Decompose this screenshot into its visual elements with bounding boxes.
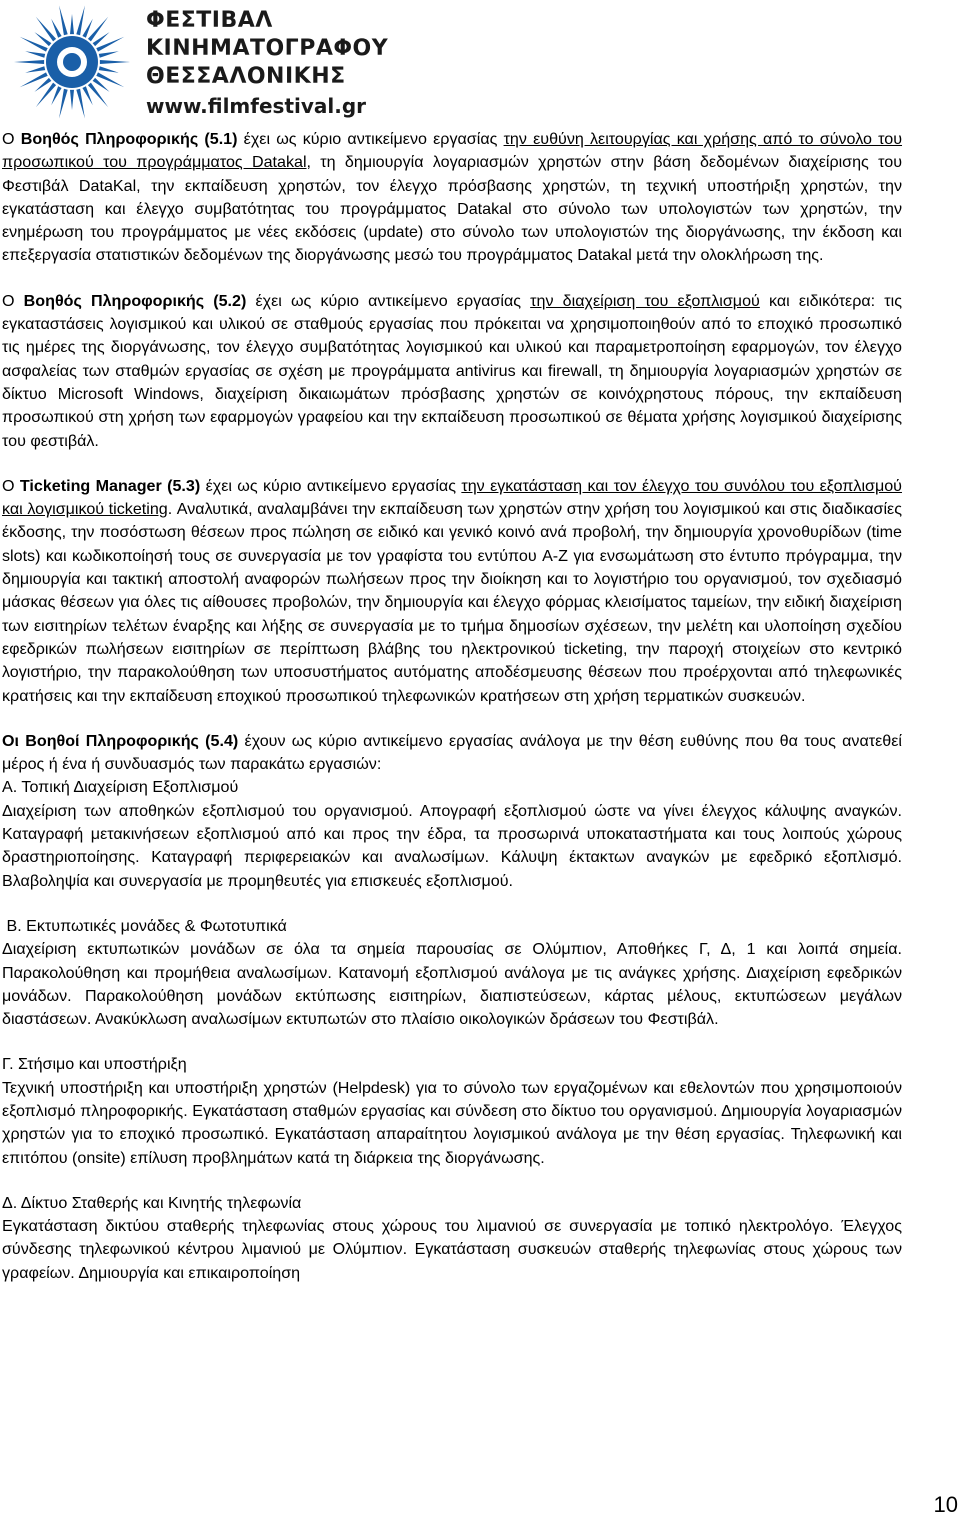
festival-url: www.filmfestival.gr — [146, 94, 367, 118]
section-text: και ειδικότερα: τις εγκαταστάσεις λογισμικού και υλικού σε σταθμούς εργασίας που πρόκειται να χρησιμοποιηθούν από το εποχικό προσωπικό τις ημέρες της διοργάνωσης, τον έλεγχο συμβατότητας λογισμικού και υλικού και παραμετροποίηση εφαρμογών, τον έλεγχο ασφαλείας των σταθμών εργασίας σε σχέση με προγράμματα antivirus και firewall, τη δημιουργία λογαριασμών χρηστών σε δίκτυο Microsoft Windows, διαχείριση δικαιωμάτων πρόσβασης χρηστών σε κοινόχρηστους πόρους, την εκπαίδευση προσωπικού στη χρήση των εφαρμογών γραφείου και την εκπαίδευση προσωπικού σε θέματα χρήσης λογισμικού διαχείρισης του φεστιβάλ. — [2, 291, 902, 450]
subsection-c-title: Γ. Στήσιμο και υποστήριξη — [2, 1055, 187, 1074]
section-text: έχουν ως κύριο αντικείμενο εργασίας ανάλογα με την θέση ευθύνης που θα τους ανατεθεί μέρος ή ένα ή συνδυασμός των παρακάτω εργασιών: — [2, 731, 902, 774]
section-title: Βοηθός Πληροφορικής (5.1) — [20, 130, 238, 148]
section-text: έχει ως κύριο αντικείμενο εργασίας — [237, 130, 504, 148]
subsection-d-text: Εγκατάσταση δικτύου σταθερής τηλεφωνίας στους χώρους του λιμανιού σε συνεργασία με τοπικό ηλεκτρολόγο. Έλεγχος σύνδεσης τηλεφωνικού κέντρου λιμανιού με Ολύμπιον. Εγκατάσταση συσκευών σταθερής τηλεφωνίας στους χώρους των γραφείων. Δημιουργία και επικαιροποίηση — [2, 1217, 902, 1282]
section-text: . Αναλυτικά, αναλαμβάνει την εκπαίδευση των χρηστών στην χρήση του λογισμικού και στις διαδικασίες έκδοσης, την ποσόστωση θέσεων προς πώληση σε ειδικό και γενικό κοινό ανά προβολή, την δημιουργία χρονοθυρίδων (time slots) και κωδικοποίησή τους σε συνεργασία με τον γραφίστα του εντύπου A-Z για ενσωμάτωση στο έντυπο πρόγραμμα, την δημιουργία και τακτική αποστολή αναφορών πωλήσεων προς την διοίκηση και το λογιστήριο του οργανισμού, τον σχεδιασμό μάσκας θέσεων για όλες τις αίθουσες προβολών, την δημιουργία και έλεγχο φόρμας κλεισίματος ταμείων, την ειδική διαχείριση των εισιτηρίων τελέτων έναρξης και λήξης σε συνεργασία με το τμήμα δημοσίων σχέσεων, την μελέτη και υλοποίηση σχεδίου εφεδρικών πωλήσεων εισιτηρίων σε περίπτωση βλάβης του ηλεκτρονικού ticketing, την παροχή στοιχείων στο κεντρικό λογιστήριο, την παρακολούθηση των υποσυστήματος αυτόματης αποδέσμευσης θέσεων που προέρχονται από τηλεφωνικές κρατήσεις και την εκπαίδευση εποχικού προσωπικού τηλεφωνικών κρατήσεων στη χρήση τερματικών συσκευών. — [2, 500, 902, 705]
logo-ray — [100, 60, 130, 64]
subsection-b-text: Διαχείριση εκτυπωτικών μονάδων σε όλα τα σημεία παρουσίας σε Ολύμπιον, Αποθήκες Γ, Δ, 1 και λοιπά σημεία. Παρακολούθηση και προμήθεια αναλωσίμων. Κατανομή εξοπλισμού ανάλογα με τις ανάγκες χρήσης. Διαχείριση εφεδρικών μονάδων. Παρακολούθηση μονάδων εκτύπωσης εισιτηρίων, διαπιστεύσεων, κάρτας μέλους, εκτυπώσεων μεγάλων διαστάσεων. Ανακύκλωση αναλωσίμων εκτυπωτών στο πλαίσιο οικολογικών δράσεων του Φεστιβάλ. — [2, 940, 902, 1029]
section-text: έχει ως κύριο αντικείμενο εργασίας — [200, 476, 462, 495]
subsection-a-title: Α. Τοπική Διαχείριση Εξοπλισμού — [2, 778, 239, 797]
festival-header — [8, 2, 389, 122]
subsection-c-text: Τεχνική υποστήριξη και υποστήριξη χρηστών (Helpdesk) για το σύνολο των εργαζομένων και εθελοντών που χρησιμοποιούν εξοπλισμό πληροφορικής. Εγκατάσταση σταθμών εργασίας και σύνδεση στο δίκτυο του οργανισμού. Δημιουργία λογαριασμών χρηστών για το εποχικό προσωπικό. Εγκατάσταση απαραίτητου λογισμικού ανάλογα με την θέση εργασίας. Τηλεφωνική και επιτόπου (onsite) επίλυση προβλημάτων κατά τη διάρκεια της διοργάνωσης. — [2, 1078, 902, 1167]
festival-logo-icon — [8, 2, 136, 122]
section-underlined-text: την διαχείριση του εξοπλισμού — [530, 291, 760, 310]
logo-ray — [99, 51, 119, 57]
logo-ray — [51, 19, 61, 38]
logo-ray — [59, 89, 68, 119]
logo-ray — [70, 14, 74, 34]
section-lead: Ο — [2, 130, 21, 148]
section-text: , τη δημιουργία λογαριασμών χρηστών στην βάση δεδομένων διαχείρισης του Φεστιβάλ DataKal, την εκπαίδευση χρηστών, τον έλεγχο πρόσβασης χρηστών, τη τεχνική υποστήριξη χρηστών, την εγκατάσταση και έλεγχο συμβατότητας του προγράμματος Datakal στο σύνολο των υπολογιστών των χρηστών, την ενημέρωση του προγράμματος με νέες εκδόσεις (update) στο σύνολο των υπολογιστών της διοργάνωσης, την έκδοση και επεξεργασία στατιστικών δεδομένων της διοργάνωσης μεσώ του προγράμματος Datakal μετά την ολοκλήρωση της. — [2, 153, 902, 265]
festival-name-line2: ΚΙΝΗΜΑΤΟΓΡΑΦΟΥ — [146, 36, 389, 61]
section-title: Βοηθός Πληροφορικής (5.2) — [23, 291, 247, 310]
section-lead: Ο — [2, 291, 24, 310]
festival-name-line3: ΘΕΣΣΑΛΟΝΙΚΗΣ — [146, 64, 346, 89]
logo-ray — [76, 6, 85, 36]
festival-name-line1: ΦΕΣΤΙΒΑΛ — [146, 8, 273, 33]
logo-ray — [88, 83, 108, 108]
logo-ray — [99, 66, 119, 72]
document-body — [2, 128, 902, 1285]
section-text: έχει ως κύριο αντικείμενο εργασίας — [246, 291, 531, 310]
section-5-3 — [2, 475, 902, 708]
logo-ray — [59, 6, 68, 36]
section-lead: Ο — [2, 476, 20, 495]
subsection-d-title: Δ. Δίκτυο Σταθερής και Κινητής τηλεφωνία — [2, 1193, 302, 1212]
logo-ray — [25, 51, 45, 57]
page-number: 10 — [933, 1492, 958, 1517]
subsection-a-text: Διαχείριση των αποθηκών εξοπλισμού του οργανισμού. Απογραφή εξοπλισμού ώστε να γίνει έλεγχος κάλυψης αναγκών. Καταγραφή μετακινήσεων εξοπλισμού από και προς την έδρα, τα προσωρινά υποκαταστήματα και τους λοιπούς χώρους δραστηριοποίησης. Καταγραφή περιφερειακών και αναλωσίμων. Κάλυψη έκτακτων αναγκών με εφεδρικό εξοπλισμό. Βλαβοληψία και συνεργασία με προμηθευτές για επισκευές εξοπλισμού. — [2, 801, 902, 890]
section-underlined-text: την εγκατάσταση και τον έλεγχο του συνόλου του εξοπλισμού και λογισμικού ticketing — [2, 476, 902, 519]
logo-ray — [82, 19, 92, 38]
logo-ray — [36, 83, 56, 108]
logo-ray — [51, 86, 61, 105]
subsection-b-title: Β. Εκτυπωτικές μονάδες & Φωτοτυπικά — [2, 916, 287, 935]
section-title: Οι Βοηθοί Πληροφορικής (5.4) — [2, 731, 239, 750]
logo-ray — [25, 66, 45, 72]
logo-ray — [82, 86, 92, 105]
section-underlined-text: την ευθύνη λειτουργίας και χρήσης από το σύνολο του προσωπικού του προγράμματος Datakal — [2, 130, 903, 172]
section-5-1 — [2, 128, 902, 268]
logo-ray — [70, 90, 74, 110]
logo-ray — [36, 17, 56, 42]
logo-ray — [14, 60, 44, 64]
logo-ray — [76, 89, 85, 119]
section-5-4 — [2, 730, 902, 777]
section-title: Ticketing Manager (5.3) — [19, 476, 201, 495]
section-5-2 — [2, 290, 902, 453]
logo-ray — [88, 17, 108, 42]
